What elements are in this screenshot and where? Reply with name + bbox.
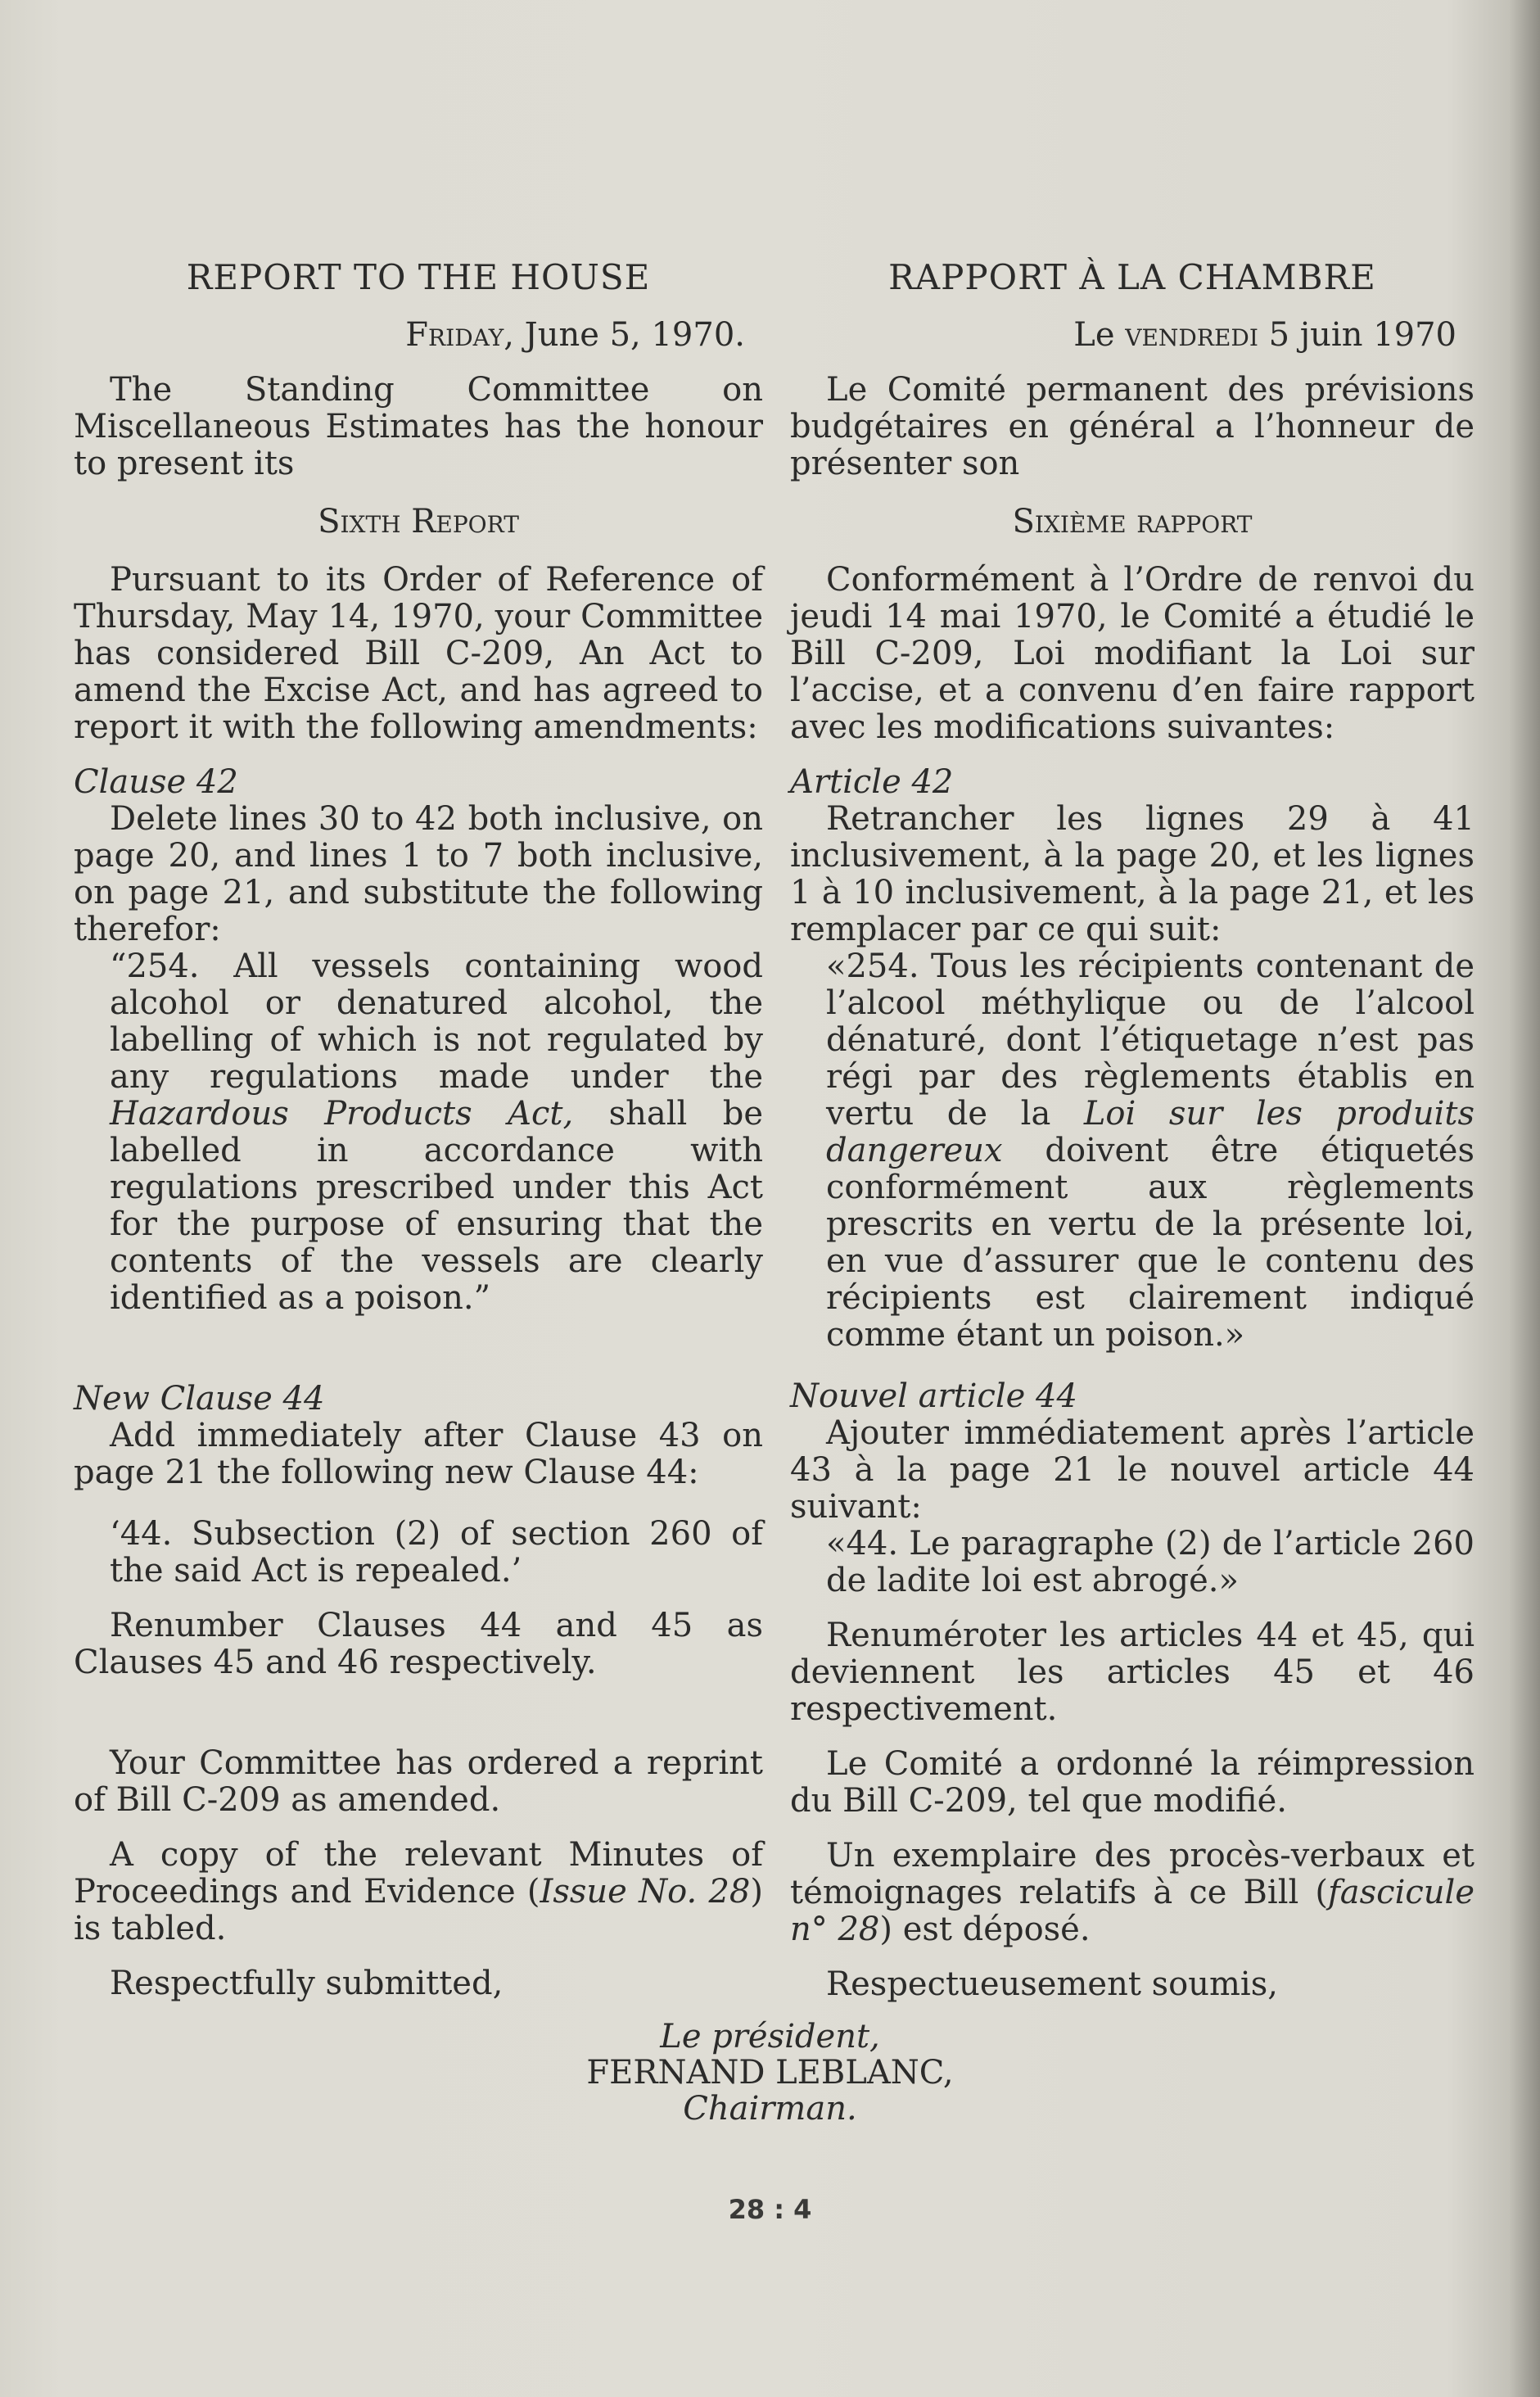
french-article-42-text: Retrancher les lignes 29 à 41 inclusivement, à la page 20, et les lignes 1 à 10 inclusivement, à la page 21, et les remplacer par ce qui suit: [790, 800, 1475, 948]
english-intro: The Standing Committee on Miscellaneous Estimates has the honour to present its [74, 371, 763, 482]
english-date-day: Friday, [405, 316, 514, 354]
english-date-rest: June 5, 1970. [513, 316, 745, 354]
english-quote-254-part-a: “254. All vessels containing wood alcohol or denatured alcohol, the labelling of which is not regulated by any regulations made under the [110, 947, 763, 1096]
signature-name: FERNAND LEBLANC, [586, 2054, 954, 2092]
french-copy-part-a: Un exemplaire des procès-verbaux et témoignages relatifs à ce Bill ( [790, 1837, 1475, 1911]
french-copy-part-b: ) est déposé. [879, 1911, 1091, 1948]
french-copy-italic: fascicule n° 28 [790, 1874, 1475, 1948]
english-copy-italic: Issue No. 28 [540, 1873, 751, 1911]
english-clause-44-quote: ‘44. Subsection (2) of section 260 of the said Act is repealed.’ [110, 1515, 763, 1590]
english-new-clause-44-label: New Clause 44 [74, 1380, 325, 1418]
french-date-day: vendredi [1125, 316, 1258, 354]
english-quote-254-part-b: shall be labelled in accordance with regulations prescribed under this Act for the purpose of ensuring that the contents of the vessels are clearly identified as a poison.” [110, 1095, 763, 1317]
french-column [790, 259, 1475, 2003]
french-date-le: Le [1073, 316, 1126, 354]
english-reprint: Your Committee has ordered a reprint of Bill C-209 as amended. [74, 1744, 763, 1819]
french-heading: RAPPORT À LA CHAMBRE [888, 257, 1376, 297]
english-renumber: Renumber Clauses 44 and 45 as Clauses 45 and 46 respectively. [74, 1607, 763, 1681]
english-new-clause-44-text: Add immediately after Clause 43 on page 21 the following new Clause 44: [74, 1417, 763, 1491]
english-clause-254-quote [110, 948, 763, 1317]
signature-block [0, 2019, 1540, 2127]
french-intro: Le Comité permanent des prévisions budgétaires en général a l’honneur de présenter son [790, 371, 1475, 482]
french-date [790, 317, 1475, 354]
english-copy-part-b: ) is tabled. [74, 1873, 763, 1947]
french-article-42-label: Article 42 [790, 763, 954, 801]
english-clause-42-text: Delete lines 30 to 42 both inclusive, on page 20, and lines 1 to 7 both inclusive, on page 21, and substitute the following therefor: [74, 800, 763, 948]
french-copy-tabled [790, 1838, 1475, 1948]
french-respectfully-submitted: Respectueusement soumis, [826, 1965, 1278, 2003]
english-clause-42-label: Clause 42 [74, 763, 238, 801]
english-respectfully-submitted: Respectfully submitted, [110, 1965, 504, 2002]
english-copy-tabled [74, 1837, 763, 1947]
english-report-title: Sixth Report [318, 503, 519, 540]
signature-english-title: Chairman. [683, 2090, 857, 2128]
french-reprint: Le Comité a ordonné la réimpression du Bill C-209, tel que modifié. [790, 1745, 1475, 1820]
page-number: 28 : 4 [728, 2194, 812, 2225]
french-quote-254-part-a: «254. Tous les récipients contenant de l’alcool méthylique ou de l’alcool dénaturé, dont l’étiquetage n’est pas régi par des règlements établis en vertu de la [826, 947, 1475, 1133]
french-quote-254-part-b: doivent être étiquetés conformément aux règlements prescrits en vertu de la présente loi, en vue d’assurer que le contenu des récipients est clairement indiqué comme étant un poison.» [826, 1132, 1475, 1354]
french-new-article-44-label: Nouvel article 44 [790, 1377, 1077, 1415]
english-heading: REPORT TO THE HOUSE [186, 257, 651, 297]
french-report-title: Sixième rapport [1012, 503, 1253, 540]
french-date-rest: 5 juin 1970 [1258, 316, 1456, 354]
signature-french-title: Le président, [660, 2018, 880, 2056]
french-pursuant-paragraph: Conformément à l’Ordre de renvoi du jeudi 14 mai 1970, le Comité a étudié le Bill C-209, Loi modifiant la Loi sur l’accise, et a convenu d’en faire rapport avec les modifications suivantes: [790, 561, 1475, 746]
french-article-44-quote: «44. Le paragraphe (2) de l’article 260 de ladite loi est abrogé.» [826, 1525, 1475, 1599]
french-article-254-quote [826, 948, 1475, 1354]
french-renumber: Renuméroter les articles 44 et 45, qui deviennent les articles 45 et 46 respectivement. [790, 1617, 1475, 1728]
english-pursuant-paragraph: Pursuant to its Order of Reference of Thursday, May 14, 1970, your Committee has considered Bill C-209, An Act to amend the Excise Act, and has agreed to report it with the following amendments: [74, 561, 763, 746]
english-copy-part-a: A copy of the relevant Minutes of Proceedings and Evidence ( [74, 1836, 763, 1911]
french-quote-254-italic: Loi sur les produits dangereux [826, 1095, 1475, 1169]
english-date [74, 317, 763, 354]
english-column [74, 259, 763, 2002]
english-quote-254-italic: Hazardous Products Act, [110, 1095, 574, 1133]
french-new-article-44-text: Ajouter immédiatement après l’article 43 à la page 21 le nouvel article 44 suivant: [790, 1414, 1475, 1526]
